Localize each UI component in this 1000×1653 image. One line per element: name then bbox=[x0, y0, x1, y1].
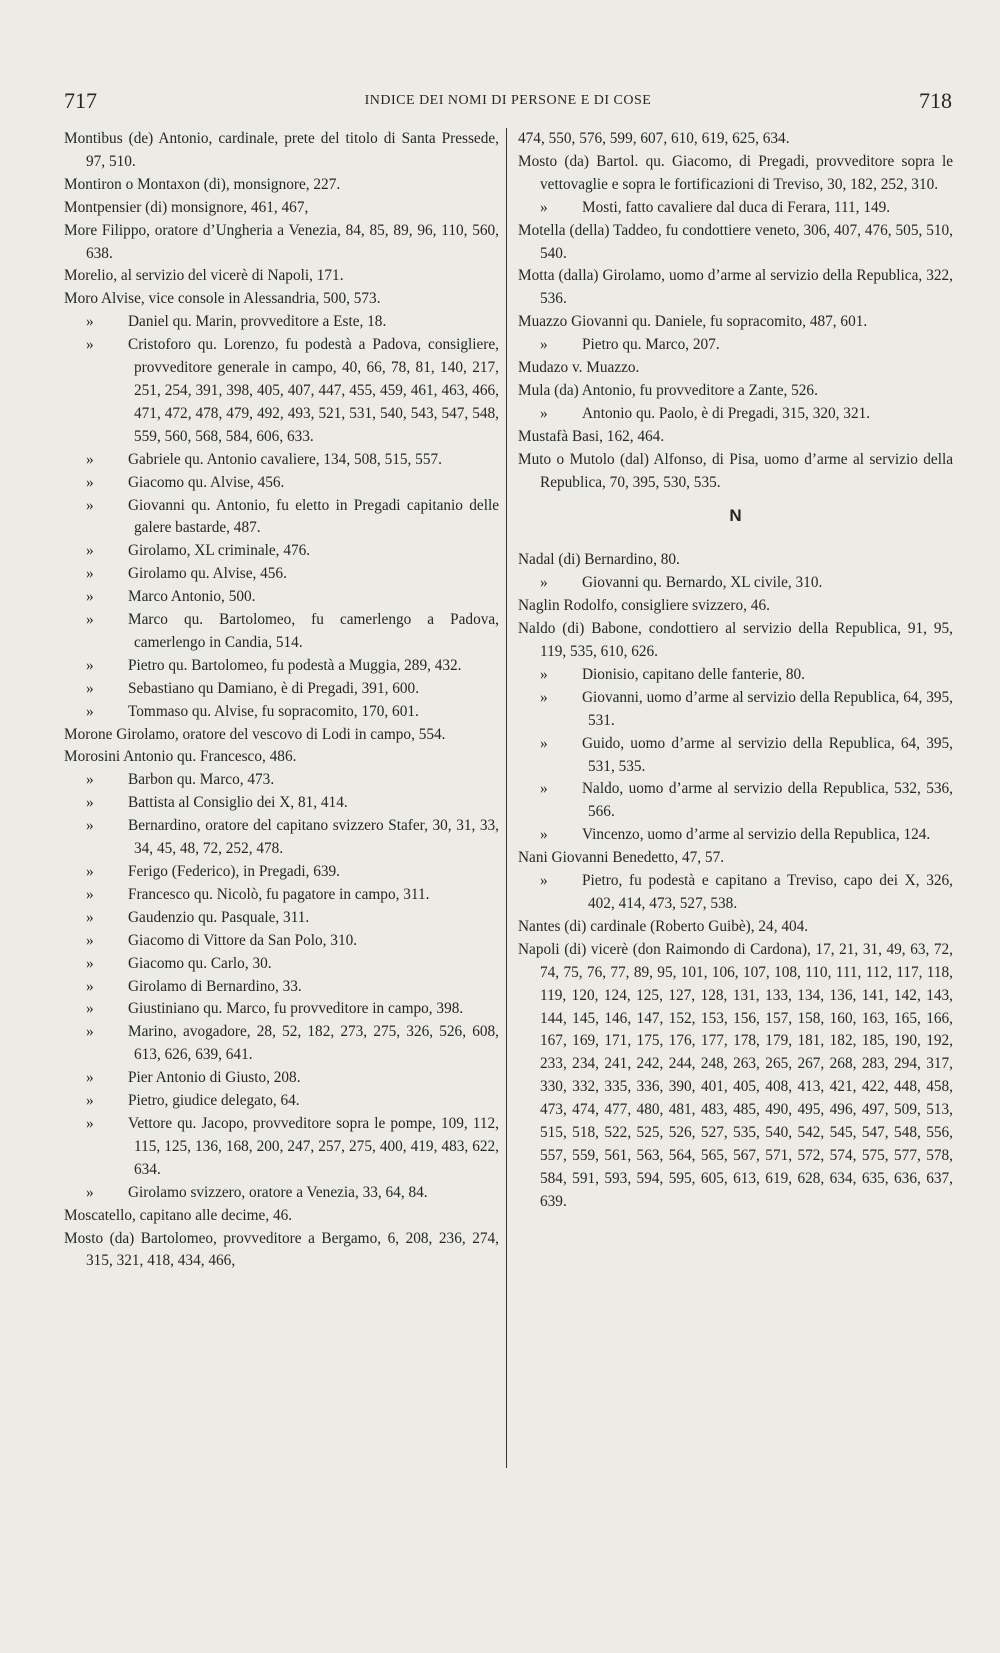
index-entry: Muazzo Giovanni qu. Daniele, fu sopracomito, 487, 601. bbox=[518, 313, 868, 331]
subentry-text: Antonio qu. Paolo, è di Pregadi, 315, 320, 321. bbox=[582, 404, 871, 422]
subentry-text: Vincenzo, uomo d’arme al servizio della Republica, 124. bbox=[582, 826, 931, 844]
index-entry: Nadal (di) Bernardino, 80. bbox=[518, 551, 680, 569]
index-subentry bbox=[64, 655, 499, 678]
subentry-text: Marco Antonio, 500. bbox=[128, 588, 256, 606]
ditto-mark: » bbox=[86, 588, 94, 606]
subentry-text: Girolamo, XL criminale, 476. bbox=[128, 542, 311, 560]
subentry-text: Giovanni qu. Bernardo, XL civile, 310. bbox=[582, 574, 823, 592]
index-subentry bbox=[64, 1067, 499, 1090]
ditto-mark: » bbox=[540, 780, 548, 798]
subentry-text: Daniel qu. Marin, provveditore a Este, 18. bbox=[128, 313, 387, 331]
index-subentry bbox=[518, 572, 953, 595]
subentry-text: Guido, uomo d’arme al servizio della Republica, 64, 395, 531, 535. bbox=[582, 734, 953, 775]
index-subentry bbox=[64, 998, 499, 1021]
index-subentry bbox=[64, 449, 499, 472]
subentry-text: Giovanni qu. Antonio, fu eletto in Pregadi capitanio delle galere bastarde, 487. bbox=[128, 496, 499, 537]
subentry-text: Tommaso qu. Alvise, fu sopracomito, 170, 601. bbox=[128, 702, 419, 720]
index-subentry bbox=[64, 815, 499, 861]
index-subentry bbox=[64, 1113, 499, 1182]
index-entry: Nantes (di) cardinale (Roberto Guibè), 24, 404. bbox=[518, 917, 809, 935]
index-subentry bbox=[518, 778, 953, 824]
page-number-right: 718 bbox=[919, 88, 952, 113]
index-subentry bbox=[64, 540, 499, 563]
subentry-text: Giacomo di Vittore da San Polo, 310. bbox=[128, 931, 358, 949]
index-subentry bbox=[518, 197, 953, 220]
index-entry: Mosto (da) Bartolomeo, provveditore a Bergamo, 6, 208, 236, 274, 315, 321, 418, 434, 466, bbox=[64, 1229, 499, 1270]
index-subentry bbox=[518, 870, 953, 916]
subentry-text: Barbon qu. Marco, 473. bbox=[128, 771, 275, 789]
index-entry: Naldo (di) Babone, condottiero al servizio della Republica, 91, 95, 119, 535, 610, 626. bbox=[518, 620, 953, 661]
subentry-text: Bernardino, oratore del capitano svizzero Stafer, 30, 31, 33, 34, 45, 48, 72, 252, 478. bbox=[128, 817, 499, 858]
index-subentry bbox=[64, 334, 499, 449]
index-entry: Motella (della) Taddeo, fu condottiere veneto, 306, 407, 476, 505, 510, 540. bbox=[518, 221, 953, 262]
index-subentry bbox=[64, 769, 499, 792]
subentry-text: Gabriele qu. Antonio cavaliere, 134, 508, 515, 557. bbox=[128, 450, 442, 468]
subentry-text: Gaudenzio qu. Pasquale, 311. bbox=[128, 908, 310, 926]
index-subentry bbox=[64, 472, 499, 495]
index-subentry bbox=[64, 563, 499, 586]
index-subentry bbox=[64, 1182, 499, 1205]
index-subentry bbox=[64, 930, 499, 953]
ditto-mark: » bbox=[86, 1069, 94, 1087]
ditto-mark: » bbox=[540, 872, 548, 890]
subentry-text: Ferigo (Federico), in Pregadi, 639. bbox=[128, 863, 340, 880]
index-entry: Napoli (di) vicerè (don Raimondo di Cardona), 17, 21, 31, 49, 63, 72, 74, 75, 76, 77, 89, 95, 101, 106, 107, 108, 110, 111, 112, 117, 118, 119, 120, 124, 125, 127, 128, 131, 133, 134, 136, 141, 142, 143, 144, 145, 146, 147, 152, 153, 156, 157, 158, 160, 163, 165, 166, 167, 169, 171, 175, 176, 177, 178, 179, 181, 182, 185, 190, 192, 233, 234, 241, 242, 244, 248, 263, 265, 267, 268, 283, 294, 317, 330, 332, 335, 336, 390, 401, 405, 408, 413, 421, 422, 448, 458, 473, 474, 477, 480, 481, 483, 485, 490, 495, 496, 497, 509, 513, 515, 518, 522, 525, 526, 527, 535, 540, 542, 545, 547, 548, 556, 557, 559, 561, 563, 564, 565, 567, 571, 572, 574, 575, 577, 578, 584, 591, 593, 594, 595, 605, 613, 619, 628, 634, 635, 636, 637, 639. bbox=[518, 940, 953, 1210]
ditto-mark: » bbox=[86, 954, 94, 972]
ditto-mark: » bbox=[86, 313, 94, 331]
ditto-mark: » bbox=[86, 473, 94, 491]
subentry-text: Marco qu. Bartolomeo, fu camerlengo a Padova, camerlengo in Candia, 514. bbox=[128, 611, 499, 651]
ditto-mark: » bbox=[540, 688, 548, 706]
subentry-text: Pietro qu. Bartolomeo, fu podestà a Muggia, 289, 432. bbox=[128, 656, 462, 674]
ditto-mark: » bbox=[86, 1023, 94, 1041]
subentry-text: Vettore qu. Jacopo, provveditore sopra le pompe, 109, 112, 115, 125, 136, 168, 200, 247, 257, 275, 400, 419, 483, 622, 634. bbox=[128, 1114, 499, 1178]
right-column bbox=[518, 128, 953, 1214]
index-entry: Mula (da) Antonio, fu provveditore a Zante, 526. bbox=[518, 381, 818, 399]
index-subentry bbox=[64, 976, 499, 999]
page-header bbox=[64, 88, 952, 118]
subentry-text: Pietro, giudice delegato, 64. bbox=[128, 1092, 300, 1110]
index-entry: Morone Girolamo, oratore del vescovo di Lodi in campo, 554. bbox=[64, 725, 446, 743]
ditto-mark: » bbox=[86, 908, 94, 926]
ditto-mark: » bbox=[86, 496, 94, 514]
index-subentry bbox=[64, 861, 499, 884]
index-subentry bbox=[64, 1090, 499, 1113]
ditto-mark: » bbox=[86, 656, 94, 674]
ditto-mark: » bbox=[86, 817, 94, 835]
ditto-mark: » bbox=[86, 977, 94, 995]
ditto-mark: » bbox=[86, 885, 94, 903]
index-subentry bbox=[64, 609, 499, 655]
index-entry: Montpensier (di) monsignore, 461, 467, bbox=[64, 198, 309, 216]
index-entry: Muto o Mutolo (dal) Alfonso, di Pisa, uomo d’arme al servizio della Republica, 70, 395, 530, 535. bbox=[518, 450, 953, 491]
ditto-mark: » bbox=[86, 1000, 94, 1018]
index-entry: Moscatello, capitano alle decime, 46. bbox=[64, 1206, 293, 1224]
index-entry: Montiron o Montaxon (di), monsignore, 227. bbox=[64, 175, 341, 193]
ditto-mark: » bbox=[86, 771, 94, 789]
subentry-text: Pietro qu. Marco, 207. bbox=[582, 336, 720, 354]
index-subentry bbox=[64, 792, 499, 815]
index-entry: Mosto (da) Bartol. qu. Giacomo, di Pregadi, provveditore sopra le vettovaglie e sopra le fortificazioni di Treviso, 30, 182, 252, 310. bbox=[518, 152, 953, 193]
ditto-mark: » bbox=[86, 565, 94, 583]
ditto-mark: » bbox=[540, 734, 548, 752]
ditto-mark: » bbox=[86, 931, 94, 949]
index-entry: Nani Giovanni Benedetto, 47, 57. bbox=[518, 849, 725, 867]
ditto-mark: » bbox=[540, 404, 548, 422]
subentry-text: Sebastiano qu Damiano, è di Pregadi, 391, 600. bbox=[128, 679, 420, 697]
index-entry: Motta (dalla) Girolamo, uomo d’arme al servizio della Republica, 322, 536. bbox=[518, 267, 953, 308]
ditto-mark: » bbox=[86, 1114, 94, 1132]
index-entry: Naglin Rodolfo, consigliere svizzero, 46. bbox=[518, 597, 770, 615]
index-entry: Morosini Antonio qu. Francesco, 486. bbox=[64, 748, 297, 766]
subentry-text: Pier Antonio di Giusto, 208. bbox=[128, 1069, 301, 1087]
index-subentry bbox=[64, 907, 499, 930]
ditto-mark: » bbox=[86, 542, 94, 560]
section-letter: N bbox=[729, 505, 742, 525]
index-entry: Mudazo v. Muazzo. bbox=[518, 359, 640, 377]
subentry-text: Girolamo qu. Alvise, 456. bbox=[128, 565, 287, 583]
subentry-text: Francesco qu. Nicolò, fu pagatore in campo, 311. bbox=[128, 885, 430, 903]
subentry-text: Marino, avogadore, 28, 52, 182, 273, 275, 326, 526, 608, 613, 626, 639, 641. bbox=[128, 1023, 499, 1064]
index-subentry bbox=[64, 953, 499, 976]
page-number-left: 717 bbox=[64, 88, 97, 113]
running-title: INDICE DEI NOMI DI PERSONE E DI COSE bbox=[364, 93, 652, 108]
subentry-text: Dionisio, capitano delle fanterie, 80. bbox=[582, 665, 806, 683]
ditto-mark: » bbox=[86, 863, 94, 880]
subentry-text: Pietro, fu podestà e capitano a Treviso, capo dei X, 326, 402, 414, 473, 527, 538. bbox=[582, 872, 953, 912]
index-entry: Mustafà Basi, 162, 464. bbox=[518, 427, 665, 445]
index-entry: Montibus (de) Antonio, cardinale, prete del titolo di Santa Pressede, 97, 510. bbox=[64, 130, 499, 170]
ditto-mark: » bbox=[86, 1183, 94, 1201]
index-subentry bbox=[64, 678, 499, 701]
index-subentry bbox=[64, 701, 499, 724]
index-subentry bbox=[64, 495, 499, 541]
index-subentry bbox=[64, 1021, 499, 1067]
ditto-mark: » bbox=[86, 336, 94, 354]
subentry-text: Giovanni, uomo d’arme al servizio della Republica, 64, 395, 531. bbox=[582, 688, 953, 729]
subentry-text: Naldo, uomo d’arme al servizio della Republica, 532, 536, 566. bbox=[582, 780, 953, 821]
ditto-mark: » bbox=[86, 1092, 94, 1110]
subentry-text: Giacomo qu. Alvise, 456. bbox=[128, 473, 285, 491]
index-entry: Morelio, al servizio del vicerè di Napoli, 171. bbox=[64, 267, 344, 285]
index-subentry bbox=[64, 586, 499, 609]
column-divider bbox=[506, 128, 507, 1468]
subentry-text: Giustiniano qu. Marco, fu provveditore in campo, 398. bbox=[128, 1000, 464, 1018]
ditto-mark: » bbox=[86, 611, 94, 629]
index-entry: 474, 550, 576, 599, 607, 610, 619, 625, 634. bbox=[518, 130, 790, 147]
index-entry: More Filippo, oratore d’Ungheria a Venezia, 84, 85, 89, 96, 110, 560, 638. bbox=[64, 221, 499, 262]
index-entry: Moro Alvise, vice console in Alessandria, 500, 573. bbox=[64, 290, 381, 308]
ditto-mark: » bbox=[86, 679, 94, 697]
index-subentry bbox=[518, 824, 953, 847]
subentry-text: Cristoforo qu. Lorenzo, fu podestà a Padova, consigliere, provveditore generale in campo, 40, 66, 78, 81, 140, 217, 251, 254, 391, 398, 405, 407, 447, 455, 459, 461, 463, 466, 471, 472, 478, 479, 492, 493, 521, 531, 540, 543, 547, 548, 559, 560, 568, 584, 606, 633. bbox=[128, 336, 499, 445]
ditto-mark: » bbox=[86, 702, 94, 720]
index-subentry bbox=[64, 311, 499, 334]
index-subentry bbox=[64, 884, 499, 907]
subentry-text: Girolamo svizzero, oratore a Venezia, 33, 64, 84. bbox=[128, 1183, 428, 1201]
index-subentry bbox=[518, 687, 953, 733]
index-subentry bbox=[518, 403, 953, 426]
ditto-mark: » bbox=[86, 450, 94, 468]
index-subentry bbox=[518, 664, 953, 687]
ditto-mark: » bbox=[540, 574, 548, 592]
ditto-mark: » bbox=[540, 665, 548, 683]
subentry-text: Battista al Consiglio dei X, 81, 414. bbox=[128, 794, 348, 812]
subentry-text: Mosti, fatto cavaliere dal duca di Ferara, 111, 149. bbox=[582, 198, 891, 216]
ditto-mark: » bbox=[86, 794, 94, 812]
ditto-mark: » bbox=[540, 198, 548, 216]
index-subentry bbox=[518, 334, 953, 357]
ditto-mark: » bbox=[540, 826, 548, 844]
subentry-text: Giacomo qu. Carlo, 30. bbox=[128, 954, 272, 972]
ditto-mark: » bbox=[540, 336, 548, 354]
left-column bbox=[64, 128, 499, 1273]
subentry-text: Girolamo di Bernardino, 33. bbox=[128, 977, 302, 995]
index-subentry bbox=[518, 733, 953, 779]
